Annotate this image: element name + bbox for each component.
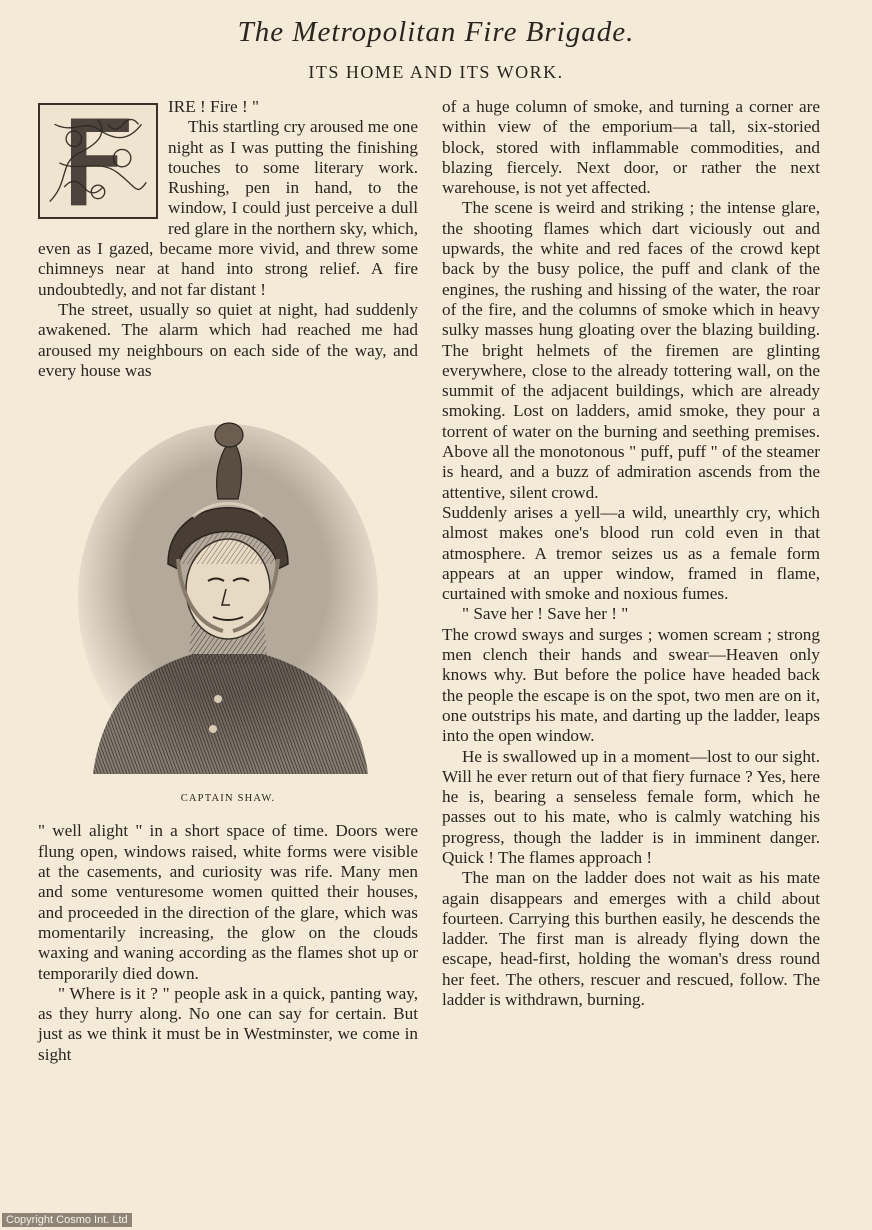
copyright-watermark: Copyright Cosmo Int. Ltd: [2, 1213, 132, 1227]
paragraph: Suddenly arises a yell—a wild, unearthly cry, which almost makes one's blood run cold even in that atmosphere. A tremor seizes us as a female form appears at an upper window, framed in flame, curtained with smoke and noxious fumes.: [442, 502, 820, 604]
opening-line: IRE ! Fire ! ": [168, 97, 260, 116]
opening-text: This startling cry aroused me one night as I was putting the finishing touches to some literary work. Rushing, pen in hand, to the window, I could just perceive a dull red glare in the northern sky, which, even as I gazed, became more vivid, and threw some chimneys near at hand into strong relief. A fire undoubtedly, and not far distant !: [38, 117, 418, 299]
paragraph: The street, usually so quiet at night, had suddenly awakened. The alarm which had reached me had aroused my neighbours on each side of the way, and every house was: [38, 299, 418, 380]
ornamental-dropcap: [38, 103, 158, 219]
right-column: [442, 97, 820, 1010]
paragraph: He is swallowed up in a moment—lost to our sight. Will he ever return out of that fiery furnace ? Yes, here he is, bearing a senseless female form, which he passes out to his mate, who is calmly watching his progress, though the ladder is in imminent danger. Quick ! The flames approach !: [442, 746, 820, 867]
paragraph: The scene is weird and striking ; the intense glare, the shooting flames which dart viciously out and upwards, the white and red faces of the crowd kept back by the busy police, the puff and clank of the engines, the rushing and hissing of the water, the roar of the fire, and the columns of smoke which in heavy sulky masses hung gloating over the blazing building. The bright helmets of the firemen are glinting everywhere, close to the already tottering wall, on the summit of the adjacent buildings, which are already smoking. Lost on ladders, amid smoke, they pour a torrent of water on the burning and seething premises. Above all the monotonous " puff, puff " of the steamer is heard, and a buzz of admiration ascends from the attentive, silent crowd.: [442, 198, 820, 502]
figure-caption: CAPTAIN SHAW.: [180, 793, 276, 805]
paragraph: " Save her ! Save her ! ": [462, 604, 629, 624]
paragraph: The crowd sways and surges ; women scream ; strong men clench their hands and swear—Heaven only knows why. But before the police have headed back the people the escape is on the spot, two men are on it, one outstrips his mate, and darting up the ladder, leaps into the open window.: [442, 624, 820, 746]
captain-portrait-engraving: [73, 399, 383, 779]
portrait-figure: [38, 399, 418, 809]
left-column: [38, 97, 418, 1065]
paragraph: " well alight " in a short space of time. Doors were flung open, windows raised, white forms were visible at the casements, and curiosity was rife. Many men and some venturesome women quitted their houses, and proceeded in the direction of the glare, which was momentarily increasing, the glow on the clouds waxing and waning according as the flames shot up or temporarily died down.: [38, 821, 418, 983]
paragraph: " Where is it ? " people ask in a quick, panting way, as they hurry along. No one can say for certain. But just as we think it must be in Westminster, we come in sight: [38, 983, 418, 1064]
article-subtitle: ITS HOME AND ITS WORK.: [308, 62, 564, 82]
dropcap-ornament-icon: [40, 105, 156, 217]
paragraph: of a huge column of smoke, and turning a corner are within view of the emporium—a tall, six-storied block, stored with inflammable commodities, and blazing fiercely. Next door, or rather the next warehouse, is not yet affected.: [442, 97, 820, 198]
page-title: The Metropolitan Fire Brigade.: [237, 16, 635, 48]
paragraph: The man on the ladder does not wait as his mate again disappears and emerges with a child about fourteen. Carrying this burthen easily, he descends the ladder. The first man is already flying down the escape, head-first, holding the woman's dress round her feet. The others, rescuer and rescued, follow. The ladder is withdrawn, burning.: [442, 868, 820, 1010]
